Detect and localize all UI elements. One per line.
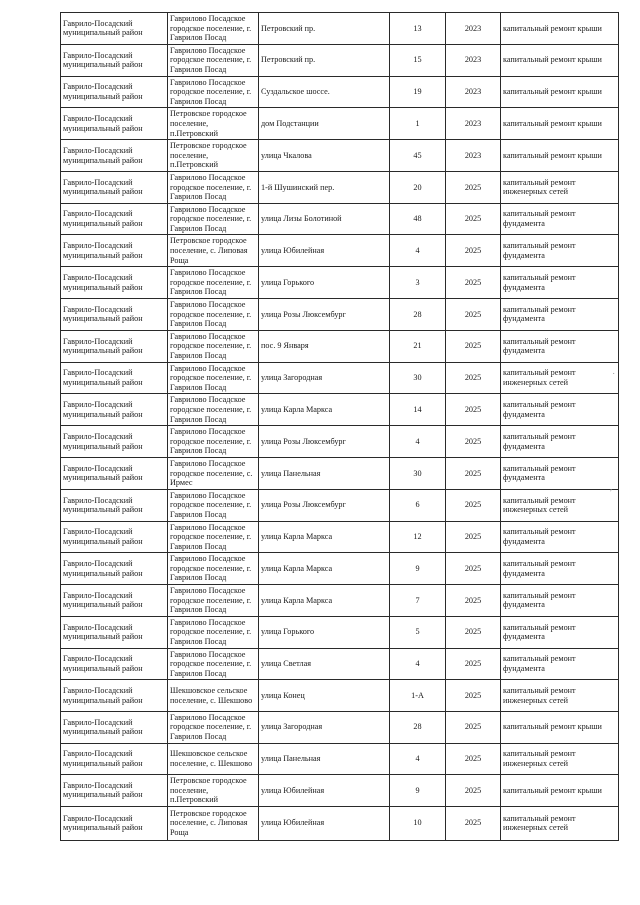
house-number-cell: 10 <box>390 806 446 840</box>
house-number-cell: 30 <box>390 457 446 489</box>
street-cell: пос. 9 Января <box>259 330 390 362</box>
house-number-cell: 1-А <box>390 680 446 711</box>
house-number-cell: 5 <box>390 616 446 648</box>
scan-artifact: ˙ <box>612 372 616 383</box>
district-cell: Гаврило-Посадский муниципальный район <box>61 711 168 743</box>
district-cell: Гаврило-Посадский муниципальный район <box>61 267 168 299</box>
settlement-cell: Гаврилово Посадское городское поселение, г. Гаврилов Посад <box>168 171 259 203</box>
work-type-cell: капитальный ремонт фундамента <box>501 267 619 299</box>
house-number-cell: 45 <box>390 140 446 172</box>
house-number-cell: 9 <box>390 553 446 585</box>
settlement-cell: Гаврилово Посадское городское поселение, г. Гаврилов Посад <box>168 489 259 521</box>
work-type-cell: капитальный ремонт фундамента <box>501 299 619 331</box>
settlement-cell: Шекшовское сельское поселение, с. Шекшово <box>168 680 259 711</box>
table-row <box>61 203 619 235</box>
work-type-cell: капитальный ремонт крыши <box>501 13 619 45</box>
scan-artifact: ′ <box>610 488 613 499</box>
district-cell: Гаврило-Посадский муниципальный район <box>61 806 168 840</box>
house-number-cell: 13 <box>390 13 446 45</box>
table-row <box>61 44 619 76</box>
street-cell: улица Розы Люксембург <box>259 299 390 331</box>
year-cell: 2025 <box>446 616 501 648</box>
settlement-cell: Гаврилово Посадское городское поселение, г. Гаврилов Посад <box>168 553 259 585</box>
work-type-cell: капитальный ремонт крыши <box>501 140 619 172</box>
table-row <box>61 489 619 521</box>
work-type-cell: капитальный ремонт фундамента <box>501 521 619 553</box>
house-number-cell: 28 <box>390 299 446 331</box>
street-cell: улица Загородная <box>259 711 390 743</box>
street-cell: дом Подстанции <box>259 108 390 140</box>
district-cell: Гаврило-Посадский муниципальный район <box>61 140 168 172</box>
year-cell: 2025 <box>446 711 501 743</box>
year-cell: 2025 <box>446 489 501 521</box>
work-type-cell: капитальный ремонт крыши <box>501 76 619 108</box>
table-row <box>61 235 619 267</box>
district-cell: Гаврило-Посадский муниципальный район <box>61 76 168 108</box>
work-type-cell: капитальный ремонт фундамента <box>501 616 619 648</box>
street-cell: улица Панельная <box>259 457 390 489</box>
settlement-cell: Гаврилово Посадское городское поселение, г. Гаврилов Посад <box>168 426 259 458</box>
work-type-cell: капитальный ремонт фундамента <box>501 394 619 426</box>
district-cell: Гаврило-Посадский муниципальный район <box>61 330 168 362</box>
table-row <box>61 521 619 553</box>
work-type-cell: капитальный ремонт инженерных сетей <box>501 489 619 521</box>
table-row <box>61 711 619 743</box>
street-cell: улица Юбилейная <box>259 774 390 806</box>
district-cell: Гаврило-Посадский муниципальный район <box>61 44 168 76</box>
work-type-cell: капитальный ремонт инженерных сетей <box>501 362 619 394</box>
year-cell: 2025 <box>446 585 501 617</box>
work-type-cell: капитальный ремонт инженерных сетей <box>501 743 619 774</box>
year-cell: 2023 <box>446 13 501 45</box>
settlement-cell: Гаврилово Посадское городское поселение, г. Гаврилов Посад <box>168 521 259 553</box>
work-type-cell: капитальный ремонт фундамента <box>501 585 619 617</box>
year-cell: 2025 <box>446 553 501 585</box>
table-row <box>61 616 619 648</box>
street-cell: улица Светлая <box>259 648 390 680</box>
district-cell: Гаврило-Посадский муниципальный район <box>61 585 168 617</box>
district-cell: Гаврило-Посадский муниципальный район <box>61 171 168 203</box>
settlement-cell: Гаврилово Посадское городское поселение, г. Гаврилов Посад <box>168 394 259 426</box>
settlement-cell: Гаврилово Посадское городское поселение, г. Гаврилов Посад <box>168 711 259 743</box>
district-cell: Гаврило-Посадский муниципальный район <box>61 108 168 140</box>
street-cell: улица Юбилейная <box>259 235 390 267</box>
house-number-cell: 4 <box>390 426 446 458</box>
work-type-cell: капитальный ремонт фундамента <box>501 426 619 458</box>
work-type-cell: капитальный ремонт крыши <box>501 44 619 76</box>
district-cell: Гаврило-Посадский муниципальный район <box>61 521 168 553</box>
table-row <box>61 585 619 617</box>
table-row <box>61 299 619 331</box>
street-cell: улица Загородная <box>259 362 390 394</box>
year-cell: 2025 <box>446 806 501 840</box>
work-type-cell: капитальный ремонт крыши <box>501 108 619 140</box>
year-cell: 2025 <box>446 235 501 267</box>
street-cell: улица Карла Маркса <box>259 394 390 426</box>
table-row <box>61 330 619 362</box>
year-cell: 2025 <box>446 648 501 680</box>
table-row <box>61 76 619 108</box>
street-cell: улица Лизы Болотиной <box>259 203 390 235</box>
work-type-cell: капитальный ремонт крыши <box>501 711 619 743</box>
district-cell: Гаврило-Посадский муниципальный район <box>61 457 168 489</box>
district-cell: Гаврило-Посадский муниципальный район <box>61 774 168 806</box>
year-cell: 2023 <box>446 108 501 140</box>
year-cell: 2025 <box>446 362 501 394</box>
district-cell: Гаврило-Посадский муниципальный район <box>61 553 168 585</box>
street-cell: 1-й Шушинский пер. <box>259 171 390 203</box>
year-cell: 2025 <box>446 680 501 711</box>
table-row <box>61 108 619 140</box>
table-row <box>61 426 619 458</box>
street-cell: улица Конец <box>259 680 390 711</box>
table-row <box>61 553 619 585</box>
house-number-cell: 30 <box>390 362 446 394</box>
settlement-cell: Гаврилово Посадское городское поселение, г. Гаврилов Посад <box>168 330 259 362</box>
table-row <box>61 680 619 711</box>
table-row <box>61 267 619 299</box>
house-number-cell: 4 <box>390 743 446 774</box>
street-cell: улица Карла Маркса <box>259 553 390 585</box>
district-cell: Гаврило-Посадский муниципальный район <box>61 648 168 680</box>
district-cell: Гаврило-Посадский муниципальный район <box>61 362 168 394</box>
settlement-cell: Петровское городское поселение, с. Липовая Роща <box>168 806 259 840</box>
house-number-cell: 4 <box>390 648 446 680</box>
table-row <box>61 743 619 774</box>
work-type-cell: капитальный ремонт фундамента <box>501 330 619 362</box>
street-cell: улица Панельная <box>259 743 390 774</box>
work-type-cell: капитальный ремонт фундамента <box>501 203 619 235</box>
street-cell: Суздальское шоссе. <box>259 76 390 108</box>
house-number-cell: 21 <box>390 330 446 362</box>
table-row <box>61 806 619 840</box>
settlement-cell: Гаврилово Посадское городское поселение, г. Гаврилов Посад <box>168 585 259 617</box>
street-cell: Петровский пр. <box>259 44 390 76</box>
street-cell: улица Чкалова <box>259 140 390 172</box>
district-cell: Гаврило-Посадский муниципальный район <box>61 235 168 267</box>
year-cell: 2025 <box>446 743 501 774</box>
year-cell: 2025 <box>446 426 501 458</box>
street-cell: улица Карла Маркса <box>259 521 390 553</box>
table-row <box>61 648 619 680</box>
year-cell: 2023 <box>446 44 501 76</box>
settlement-cell: Гаврилово Посадское городское поселение, г. Гаврилов Посад <box>168 267 259 299</box>
settlement-cell: Петровское городское поселение, п.Петровский <box>168 108 259 140</box>
street-cell: улица Горького <box>259 267 390 299</box>
year-cell: 2025 <box>446 330 501 362</box>
house-number-cell: 28 <box>390 711 446 743</box>
house-number-cell: 6 <box>390 489 446 521</box>
year-cell: 2025 <box>446 457 501 489</box>
year-cell: 2025 <box>446 203 501 235</box>
house-number-cell: 48 <box>390 203 446 235</box>
table-row <box>61 140 619 172</box>
table-row <box>61 13 619 45</box>
year-cell: 2025 <box>446 394 501 426</box>
house-number-cell: 7 <box>390 585 446 617</box>
house-number-cell: 12 <box>390 521 446 553</box>
district-cell: Гаврило-Посадский муниципальный район <box>61 394 168 426</box>
settlement-cell: Петровское городское поселение, с. Липовая Роща <box>168 235 259 267</box>
work-type-cell: капитальный ремонт инженерных сетей <box>501 680 619 711</box>
street-cell: улица Юбилейная <box>259 806 390 840</box>
district-cell: Гаврило-Посадский муниципальный район <box>61 616 168 648</box>
table-row <box>61 171 619 203</box>
year-cell: 2023 <box>446 140 501 172</box>
work-type-cell: капитальный ремонт инженерных сетей <box>501 171 619 203</box>
table-row <box>61 457 619 489</box>
district-cell: Гаврило-Посадский муниципальный район <box>61 299 168 331</box>
repair-schedule-table <box>60 12 619 841</box>
settlement-cell: Гаврилово Посадское городское поселение, г. Гаврилов Посад <box>168 648 259 680</box>
table-body <box>61 13 619 841</box>
street-cell: Петровский пр. <box>259 13 390 45</box>
settlement-cell: Гаврилово Посадское городское поселение, г. Гаврилов Посад <box>168 362 259 394</box>
work-type-cell: капитальный ремонт фундамента <box>501 553 619 585</box>
district-cell: Гаврило-Посадский муниципальный район <box>61 680 168 711</box>
house-number-cell: 9 <box>390 774 446 806</box>
district-cell: Гаврило-Посадский муниципальный район <box>61 13 168 45</box>
settlement-cell: Гаврилово Посадское городское поселение, г. Гаврилов Посад <box>168 616 259 648</box>
settlement-cell: Гаврилово Посадское городское поселение, с. Ирмес <box>168 457 259 489</box>
house-number-cell: 15 <box>390 44 446 76</box>
settlement-cell: Гаврилово Посадское городское поселение, г. Гаврилов Посад <box>168 44 259 76</box>
work-type-cell: капитальный ремонт фундамента <box>501 457 619 489</box>
street-cell: улица Розы Люксембург <box>259 489 390 521</box>
settlement-cell: Гаврилово Посадское городское поселение, г. Гаврилов Посад <box>168 203 259 235</box>
settlement-cell: Гаврилово Посадское городское поселение, г. Гаврилов Посад <box>168 299 259 331</box>
year-cell: 2025 <box>446 521 501 553</box>
table-row <box>61 394 619 426</box>
house-number-cell: 1 <box>390 108 446 140</box>
work-type-cell: капитальный ремонт крыши <box>501 774 619 806</box>
work-type-cell: капитальный ремонт фундамента <box>501 648 619 680</box>
settlement-cell: Петровское городское поселение, п.Петровский <box>168 774 259 806</box>
year-cell: 2023 <box>446 76 501 108</box>
house-number-cell: 14 <box>390 394 446 426</box>
work-type-cell: капитальный ремонт фундамента <box>501 235 619 267</box>
house-number-cell: 19 <box>390 76 446 108</box>
year-cell: 2025 <box>446 267 501 299</box>
year-cell: 2025 <box>446 171 501 203</box>
district-cell: Гаврило-Посадский муниципальный район <box>61 489 168 521</box>
district-cell: Гаврило-Посадский муниципальный район <box>61 743 168 774</box>
settlement-cell: Гаврилово Посадское городское поселение, г. Гаврилов Посад <box>168 76 259 108</box>
district-cell: Гаврило-Посадский муниципальный район <box>61 203 168 235</box>
work-type-cell: капитальный ремонт инженерных сетей <box>501 806 619 840</box>
house-number-cell: 4 <box>390 235 446 267</box>
year-cell: 2025 <box>446 774 501 806</box>
district-cell: Гаврило-Посадский муниципальный район <box>61 426 168 458</box>
settlement-cell: Гаврилово Посадское городское поселение, г. Гаврилов Посад <box>168 13 259 45</box>
table-row <box>61 774 619 806</box>
street-cell: улица Розы Люксембург <box>259 426 390 458</box>
house-number-cell: 3 <box>390 267 446 299</box>
year-cell: 2025 <box>446 299 501 331</box>
settlement-cell: Шекшовское сельское поселение, с. Шекшово <box>168 743 259 774</box>
house-number-cell: 20 <box>390 171 446 203</box>
street-cell: улица Горького <box>259 616 390 648</box>
table-row <box>61 362 619 394</box>
street-cell: улица Карла Маркса <box>259 585 390 617</box>
settlement-cell: Петровское городское поселение, п.Петровский <box>168 140 259 172</box>
